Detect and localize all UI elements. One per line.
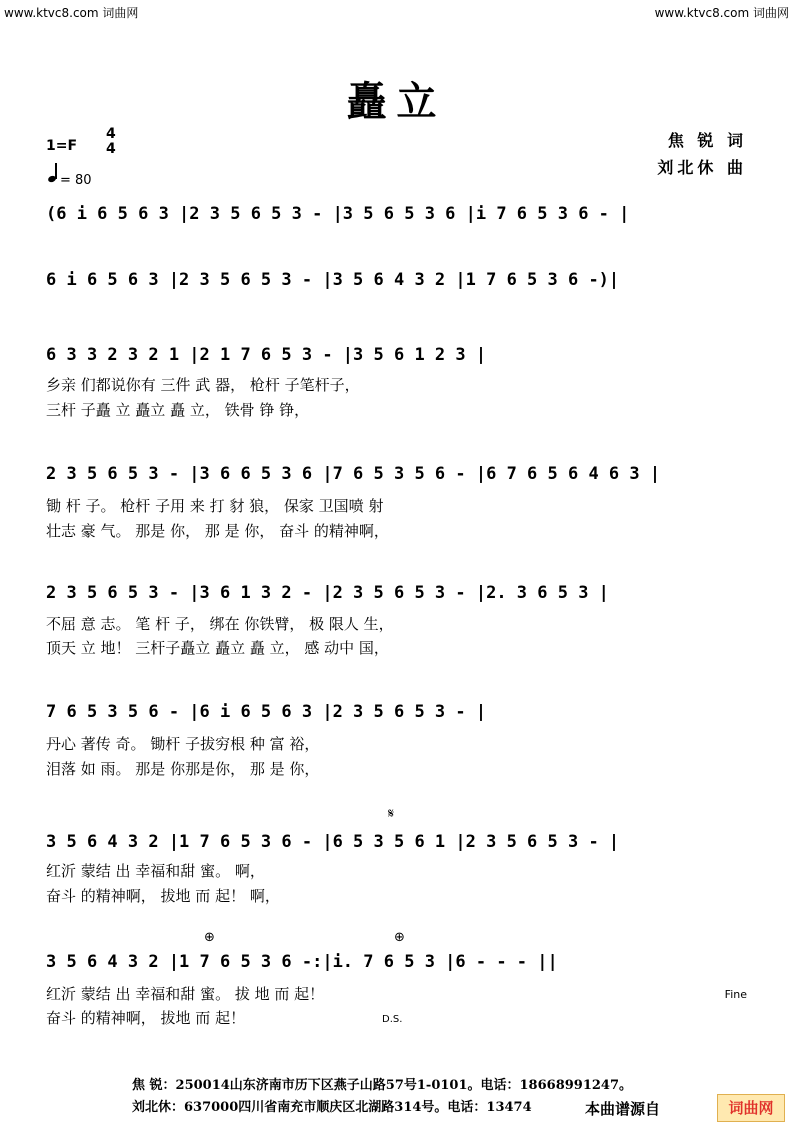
lyric-row-5-verse-2: 顶天 立 地！ 三杆子矗立 矗立 矗 立， 感 动中 国， [46, 639, 389, 657]
coda-mark-1: ⊕ [204, 930, 215, 945]
lyric-row-4-verse-1: 锄 杆 子。 枪杆 子用 来 打 豺 狼， 保家 卫国喷 射 [46, 497, 384, 515]
score-row-3: 6 3 3 2 3 2 1 |2 1 7 6 5 3 - |3 5 6 1 2 3 | [46, 345, 487, 365]
score-row-5: 2 3 5 6 5 3 - |3 6 1 3 2 - |2 3 5 6 5 3 - |2. 3 6 5 3 | [46, 583, 609, 603]
lyric-row-6-verse-1: 丹心 著传 奇。 锄杆 子拔穷根 种 富 裕， [46, 735, 320, 753]
footer-contact-composer: 刘北休：637000四川省南充市顺庆区北湖路314号。电话：13474 [132, 1100, 532, 1115]
score-row-8: 3 5 6 4 3 2 |1 7 6 5 3 6 -:|i. 7 6 5 3 |6 - - - || [46, 952, 558, 972]
key-signature: 1=F [46, 138, 78, 154]
footer-contact-lyricist: 焦 锐：250014山东济南市历下区燕子山路57号1-0101。电话：18668991247。 [132, 1078, 633, 1093]
watermark-left: www.ktvc8.com 词曲网 [4, 6, 139, 20]
lyric-row-8-verse-2: 奋斗 的精神啊， 拔地 而 起！ [46, 1009, 246, 1027]
score-row-6: 7 6 5 3 5 6 - |6 i 6 5 6 3 |2 3 5 6 5 3 - | [46, 702, 487, 722]
lyric-row-7-verse-1: 红沂 蒙结 出 幸福和甜 蜜。 啊， [46, 862, 265, 880]
time-signature [106, 127, 116, 157]
score-row-4: 2 3 5 6 5 3 - |3 6 6 5 3 6 |7 6 5 3 5 6 - |6 7 6 5 6 4 6 3 | [46, 464, 661, 484]
lyric-row-4-verse-2: 壮志 豪 气。 那是 你， 那 是 你， 奋斗 的精神啊， [46, 522, 389, 540]
note-stem-icon [55, 163, 57, 179]
ds-mark: D.S. [382, 1014, 403, 1025]
meter-top: 4 [106, 126, 116, 142]
lyric-row-7-verse-2: 奋斗 的精神啊， 拔地 而 起！ 啊， [46, 887, 280, 905]
lyric-row-5-verse-1: 不屈 意 志。 笔 杆 子， 绑在 你铁臂， 极 限人 生， [46, 615, 394, 633]
lyric-row-3-verse-1: 乡亲 们都说你有 三件 武 器， 枪杆 子笔杆子， [46, 376, 360, 394]
composer-credit: 刘北休 曲 [657, 158, 747, 177]
watermark-right: www.ktvc8.com 词曲网 [654, 6, 789, 20]
tempo-mark: = 80 [60, 173, 92, 188]
lyricist-credit: 焦 锐 词 [667, 131, 747, 150]
score-row-2: 6 i 6 5 6 3 |2 3 5 6 5 3 - |3 5 6 4 3 2 |1 7 6 5 3 6 -)| [46, 270, 620, 290]
coda-mark-2: ⊕ [394, 930, 405, 945]
song-title: 矗立 [346, 78, 447, 125]
meter-bottom: 4 [106, 141, 116, 157]
lyric-row-6-verse-2: 泪落 如 雨。 那是 你那是你， 那 是 你， [46, 760, 320, 778]
score-row-1: (6 i 6 5 6 3 |2 3 5 6 5 3 - |3 5 6 5 3 6 |i 7 6 5 3 6 - | [46, 204, 630, 224]
lyric-row-3-verse-2: 三杆 子矗 立 矗立 矗 立， 铁骨 铮 铮， [46, 401, 310, 419]
score-row-7: 3 5 6 4 3 2 |1 7 6 5 3 6 - |6 5 3 5 6 1 |2 3 5 6 5 3 - | [46, 832, 620, 852]
site-logo[interactable]: 词曲网 [717, 1094, 785, 1122]
source-label: 本曲谱源自 [585, 1100, 661, 1118]
lyric-row-8-verse-1: 红沂 蒙结 出 幸福和甜 蜜。 拔 地 而 起！ [46, 985, 325, 1003]
segno-mark: 𝄋 [388, 806, 395, 822]
fine-mark: Fine [724, 988, 747, 1001]
